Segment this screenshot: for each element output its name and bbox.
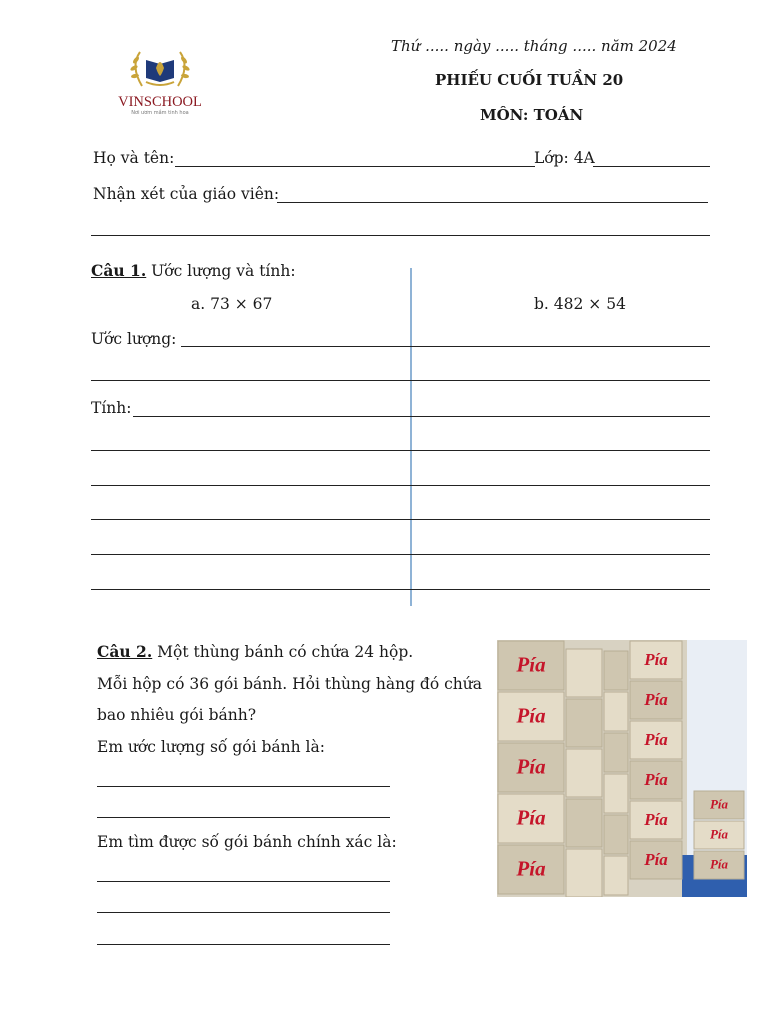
- carton-brand-label: Pía: [516, 856, 546, 881]
- carton-brand-label: Pía: [644, 729, 668, 749]
- name-label: Họ và tên:: [93, 149, 175, 167]
- q2-heading: [97, 642, 413, 661]
- carton-brand-label: Pía: [644, 809, 668, 829]
- carton-box: [604, 692, 628, 731]
- book-icon: [146, 60, 174, 85]
- answer-line[interactable]: [91, 380, 710, 381]
- subject-title: MÔN: TOÁN: [480, 106, 584, 124]
- carton-brand-label: Pía: [516, 754, 546, 779]
- carton-brand-label: Pía: [709, 856, 729, 872]
- carton-stack-photo: [497, 640, 747, 897]
- q1-estimate-field[interactable]: [181, 346, 710, 347]
- carton-box: [566, 699, 602, 747]
- q2-exact-line[interactable]: [97, 912, 390, 913]
- class-field[interactable]: [593, 166, 710, 167]
- q2-estimate-line[interactable]: [97, 786, 390, 787]
- carton-box: [604, 651, 628, 690]
- carton-box: [604, 856, 628, 895]
- column-divider: [410, 268, 412, 606]
- q2-line3: bao nhiêu gói bánh?: [97, 706, 257, 724]
- logo-brand-name: VINSCHOOL: [118, 94, 202, 110]
- worksheet-title: PHIẾU CUỐI TUẦN 20: [435, 71, 624, 89]
- class-label: Lớp: 4A: [534, 149, 595, 167]
- carton-brand-label: Pía: [709, 826, 729, 842]
- q2-estimate-label: Em ước lượng số gói bánh là:: [97, 738, 325, 756]
- q1-estimate-label: Ước lượng:: [91, 330, 177, 348]
- carton-brand-label: Pía: [709, 796, 729, 812]
- carton-box: [604, 774, 628, 813]
- q2-line1: Một thùng bánh có chứa 24 hộp.: [157, 643, 414, 661]
- carton-box: [566, 649, 602, 697]
- answer-line[interactable]: [91, 485, 710, 486]
- q1-compute-field[interactable]: [133, 416, 710, 417]
- carton-box: [566, 849, 602, 897]
- q2-estimate-line[interactable]: [97, 817, 390, 818]
- date-line: Thứ ..... ngày ..... tháng ..... năm 2024: [391, 37, 677, 55]
- q1-compute-label: Tính:: [91, 399, 132, 417]
- name-field[interactable]: [175, 166, 535, 167]
- q1-label: Câu 1.: [91, 261, 147, 280]
- carton-brand-label: Pía: [644, 689, 668, 709]
- q1-part-b: b. 482 × 54: [534, 295, 626, 313]
- q1-heading: [91, 261, 296, 280]
- comment-field[interactable]: [277, 202, 708, 203]
- q1-part-a: a. 73 × 67: [191, 295, 273, 313]
- carton-box: [604, 733, 628, 772]
- logo-slogan: Nơi ươm mầm tinh hoa: [131, 110, 189, 116]
- answer-line[interactable]: [91, 450, 710, 451]
- q2-label: Câu 2.: [97, 642, 153, 661]
- answer-line[interactable]: [91, 589, 710, 590]
- carton-brand-label: Pía: [644, 649, 668, 669]
- answer-line[interactable]: [91, 554, 710, 555]
- vinschool-logo: [96, 30, 224, 122]
- carton-box: [566, 799, 602, 847]
- carton-box: [566, 749, 602, 797]
- q2-exact-line[interactable]: [97, 881, 390, 882]
- q2-exact-line[interactable]: [97, 944, 390, 945]
- comment-line[interactable]: [91, 235, 710, 236]
- q2-line2: Mỗi hộp có 36 gói bánh. Hỏi thùng hàng đó chứa: [97, 675, 482, 693]
- q1-text: Ước lượng và tính:: [151, 262, 296, 280]
- carton-brand-label: Pía: [644, 849, 668, 869]
- q2-exact-label: Em tìm được số gói bánh chính xác là:: [97, 833, 397, 851]
- carton-brand-label: Pía: [516, 805, 546, 830]
- carton-brand-label: Pía: [516, 703, 546, 728]
- carton-brand-label: Pía: [516, 652, 546, 677]
- carton-box: [604, 815, 628, 854]
- comment-label: Nhận xét của giáo viên:: [93, 185, 280, 203]
- carton-brand-label: Pía: [644, 769, 668, 789]
- answer-line[interactable]: [91, 519, 710, 520]
